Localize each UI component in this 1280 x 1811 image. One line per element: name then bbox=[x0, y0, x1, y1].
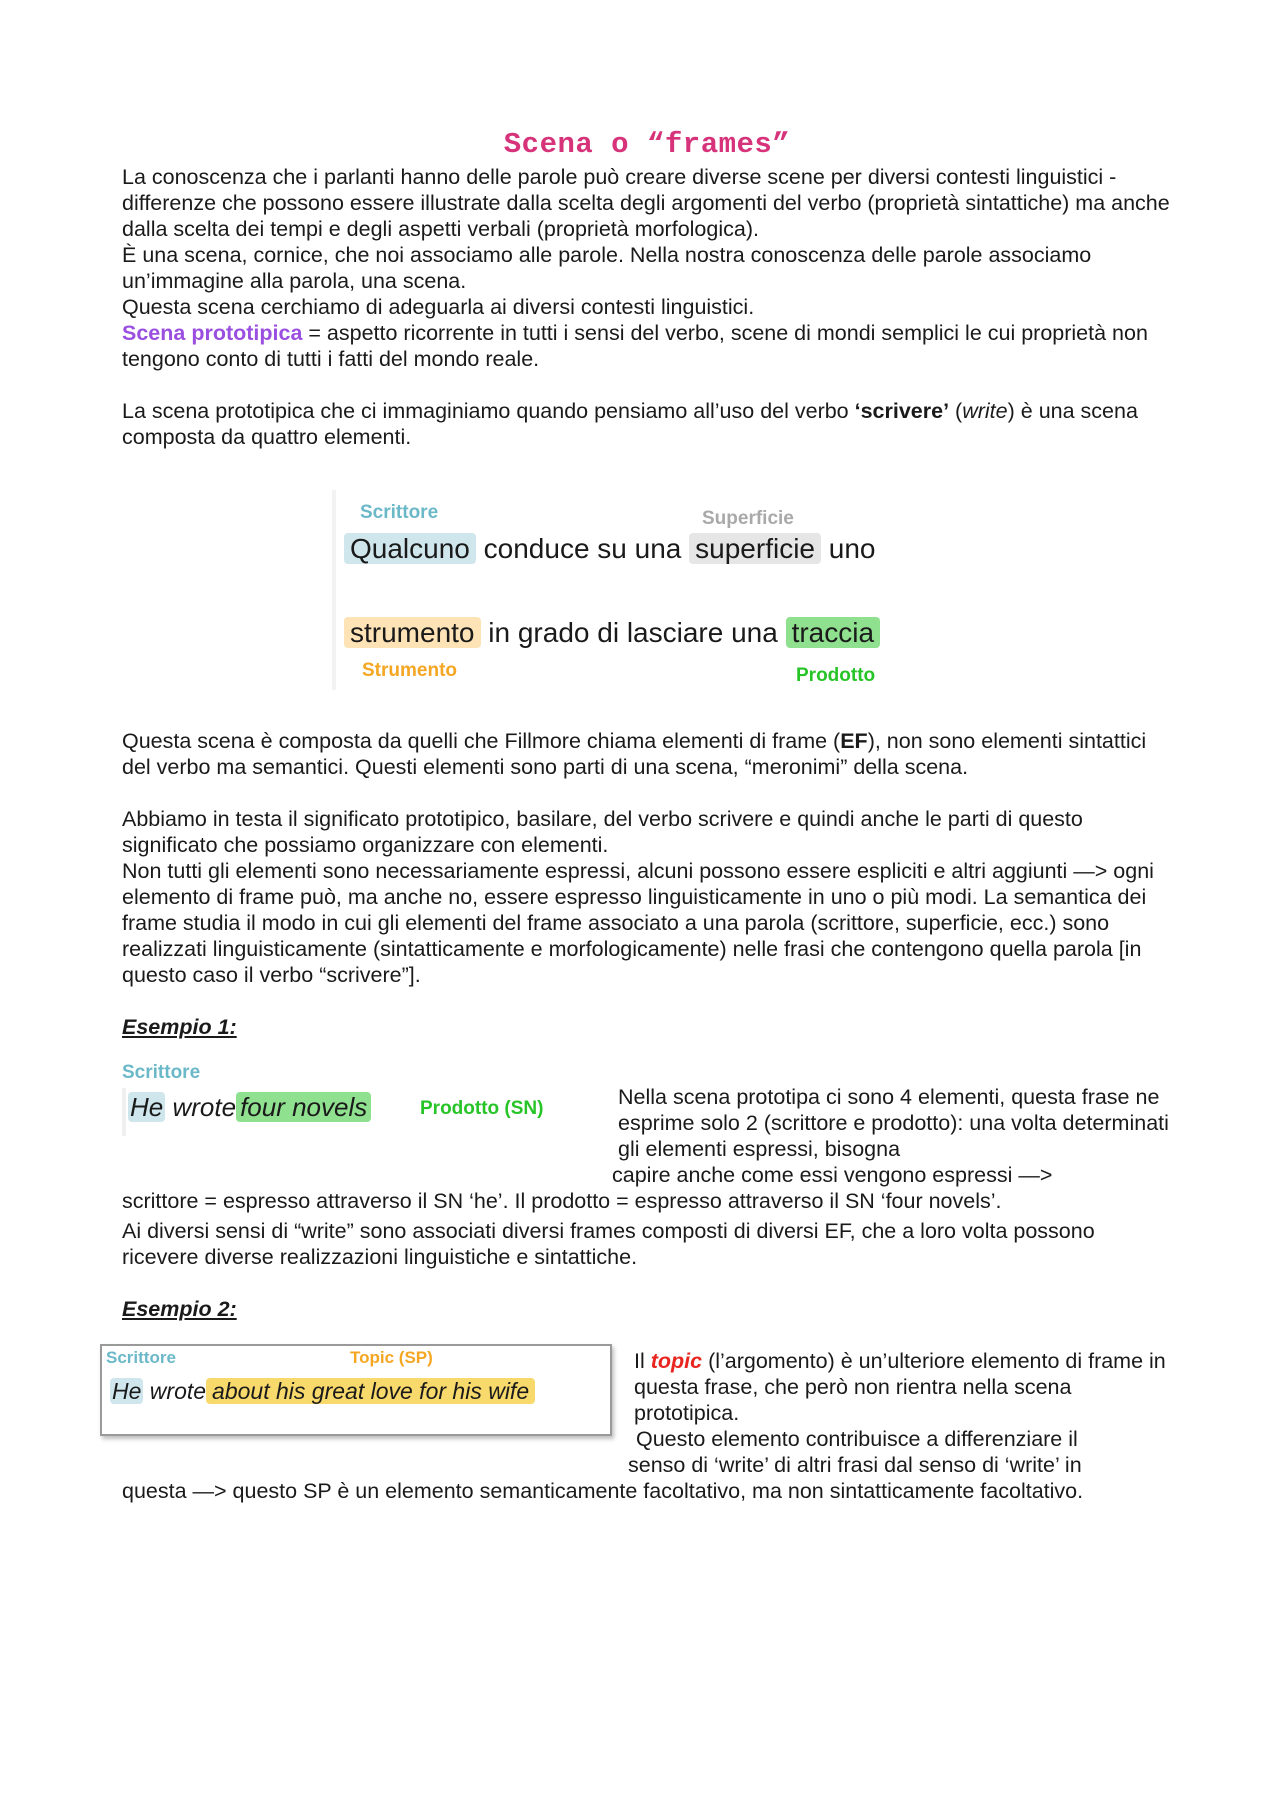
text-span: (l’argomento) è un’ulteriore elemento di frame in questa frase, che però non rientra nella scena prototipica. bbox=[634, 1349, 1166, 1425]
token-uno: uno bbox=[828, 533, 876, 564]
example-1-explanation bbox=[612, 1084, 1172, 1188]
text-span: ), non sono elementi sintattici del verbo ma semantici. Questi elementi sono parti di una scena, “meronimi” della scena. bbox=[122, 729, 1147, 779]
token-in-grado: in grado di lasciare una bbox=[488, 617, 778, 648]
intro-paragraph-5 bbox=[122, 398, 1172, 450]
token-about-wife: about his great love for his wife bbox=[206, 1378, 535, 1404]
intro-paragraph-2: È una scena, cornice, che noi associamo alle parole. Nella nostra conoscenza delle parole associamo un’immagine alla parola, una scena. bbox=[122, 243, 1092, 293]
label-prodotto-sn: Prodotto (SN) bbox=[420, 1098, 544, 1119]
paragraph-non-tutti: Non tutti gli elementi sono necessariamente espressi, alcuni possono essere espliciti e altri aggiunti —> ogni elemento di frame può, ma anche no, essere espresso linguisticamente in uno o più modi. La semantica dei frame studia il modo in cui gli elementi del frame associato a una parola (scrittore, superficie, ecc.) sono realizzati linguisticamente (sintatticamente e morfologicamente) nelle frasi che contengono quella parola [in questo caso il verbo “scrivere”]. bbox=[122, 859, 1154, 987]
paragraph-ef bbox=[122, 728, 1172, 780]
definition-text: = aspetto ricorrente in tutti i sensi del verbo, scene di mondi semplici le cui proprietà non tengono conto di tutti i fatti del mondo reale. bbox=[122, 321, 1148, 371]
token-superficie: superficie bbox=[689, 533, 821, 564]
sentence-line-2 bbox=[344, 614, 880, 652]
intro-paragraph-3: Questa scena cerchiamo di adeguarla ai diversi contesti linguistici. bbox=[122, 295, 755, 319]
label-scrittore: Scrittore bbox=[122, 1062, 201, 1083]
example-2 bbox=[106, 1344, 1172, 1544]
token-he: He bbox=[130, 1092, 164, 1122]
explanation-line-c: Questo elemento contribuisce a differenziare il bbox=[636, 1427, 1078, 1451]
page-title: Scena o “frames” bbox=[503, 128, 791, 161]
explanation-last-line: capire anche come essi vengono espressi —> bbox=[612, 1163, 1053, 1187]
example-2-diagram bbox=[100, 1344, 612, 1436]
token-qualcuno: Qualcuno bbox=[344, 533, 476, 564]
example-1-heading: Esempio 1: bbox=[122, 1015, 237, 1039]
example-2-sentence bbox=[110, 1374, 535, 1408]
example-2-conclusion: questa —> questo SP è un elemento semanticamente facoltativo, ma non sintatticamente facoltativo. bbox=[122, 1479, 1084, 1503]
label-scrittore: Scrittore bbox=[106, 1348, 176, 1367]
label-superficie: Superficie bbox=[702, 508, 794, 529]
label-scrittore: Scrittore bbox=[360, 502, 439, 523]
example-2-heading: Esempio 2: bbox=[122, 1297, 237, 1321]
italic-write: write bbox=[962, 399, 1008, 423]
example-1-diagram bbox=[122, 1062, 592, 1152]
term-topic: topic bbox=[650, 1349, 703, 1373]
explanation-text: Nella scena prototipa ci sono 4 elementi, questa frase ne esprime solo 2 (scrittore e prodotto): una volta determinati gli elementi espressi, bisogna bbox=[618, 1085, 1169, 1161]
label-topic-sp: Topic (SP) bbox=[350, 1348, 433, 1367]
token-wrote: wrote bbox=[172, 1092, 237, 1122]
sentence-line-1 bbox=[344, 530, 876, 568]
paragraph-prototipico: Abbiamo in testa il significato prototipico, basilare, del verbo scrivere e quindi anche le parti di questo significato che possiamo organizzare con elementi. bbox=[122, 807, 1083, 857]
text-span: La scena prototipica che ci immaginiamo quando pensiamo all’uso del verbo bbox=[122, 399, 855, 423]
example-1-sentence bbox=[128, 1088, 371, 1126]
bold-scrivere: ‘scrivere’ bbox=[854, 399, 950, 423]
token-he: He bbox=[112, 1378, 142, 1404]
label-strumento: Strumento bbox=[362, 660, 457, 681]
explanation-line-d: senso di ‘write’ di altri frasi dal senso di ‘write’ in bbox=[628, 1453, 1082, 1477]
token-traccia: traccia bbox=[786, 617, 880, 648]
example-1 bbox=[122, 1062, 1172, 1212]
diagram-edge bbox=[122, 1088, 126, 1136]
token-conduce: conduce su una bbox=[483, 533, 682, 564]
text-span: ) è una scena composta da quattro elementi. bbox=[122, 399, 1138, 449]
document-page bbox=[106, 128, 1172, 1544]
intro-paragraph-1: La conoscenza che i parlanti hanno delle parole può creare diverse scene per diversi contesti linguistici - differenze che possono essere illustrate dalla scelta degli argomenti del verbo (proprietà sintattiche) ma anche dalla scelta dei tempi e degli aspetti verbali (proprietà morfologica). bbox=[122, 165, 1170, 241]
frame-diagram-scrivere bbox=[332, 490, 896, 690]
term-scena-prototipica: Scena prototipica bbox=[122, 321, 303, 345]
label-prodotto: Prodotto bbox=[796, 665, 876, 686]
token-strumento: strumento bbox=[344, 617, 481, 648]
example-1-conclusion: scrittore = espresso attraverso il SN ‘he’. Il prodotto = espresso attraverso il SN ‘four novels’. bbox=[122, 1189, 1002, 1213]
text-span: ( bbox=[949, 399, 963, 423]
text-span: Questa scena è composta da quelli che Fillmore chiama elementi di frame ( bbox=[122, 729, 841, 753]
explanation-text bbox=[634, 1348, 1174, 1426]
intro-paragraph-4 bbox=[122, 320, 1172, 372]
bold-ef: EF bbox=[840, 729, 868, 753]
token-wrote: wrote bbox=[149, 1378, 207, 1404]
text-span: Il bbox=[634, 1349, 651, 1373]
token-four-novels: four novels bbox=[236, 1092, 371, 1122]
paragraph-sensi-write: Ai diversi sensi di “write” sono associati diversi frames composti di diversi EF, che a loro volta possono ricevere diverse realizzazioni linguistiche e sintattiche. bbox=[122, 1219, 1095, 1269]
example-2-explanation bbox=[628, 1348, 1174, 1478]
